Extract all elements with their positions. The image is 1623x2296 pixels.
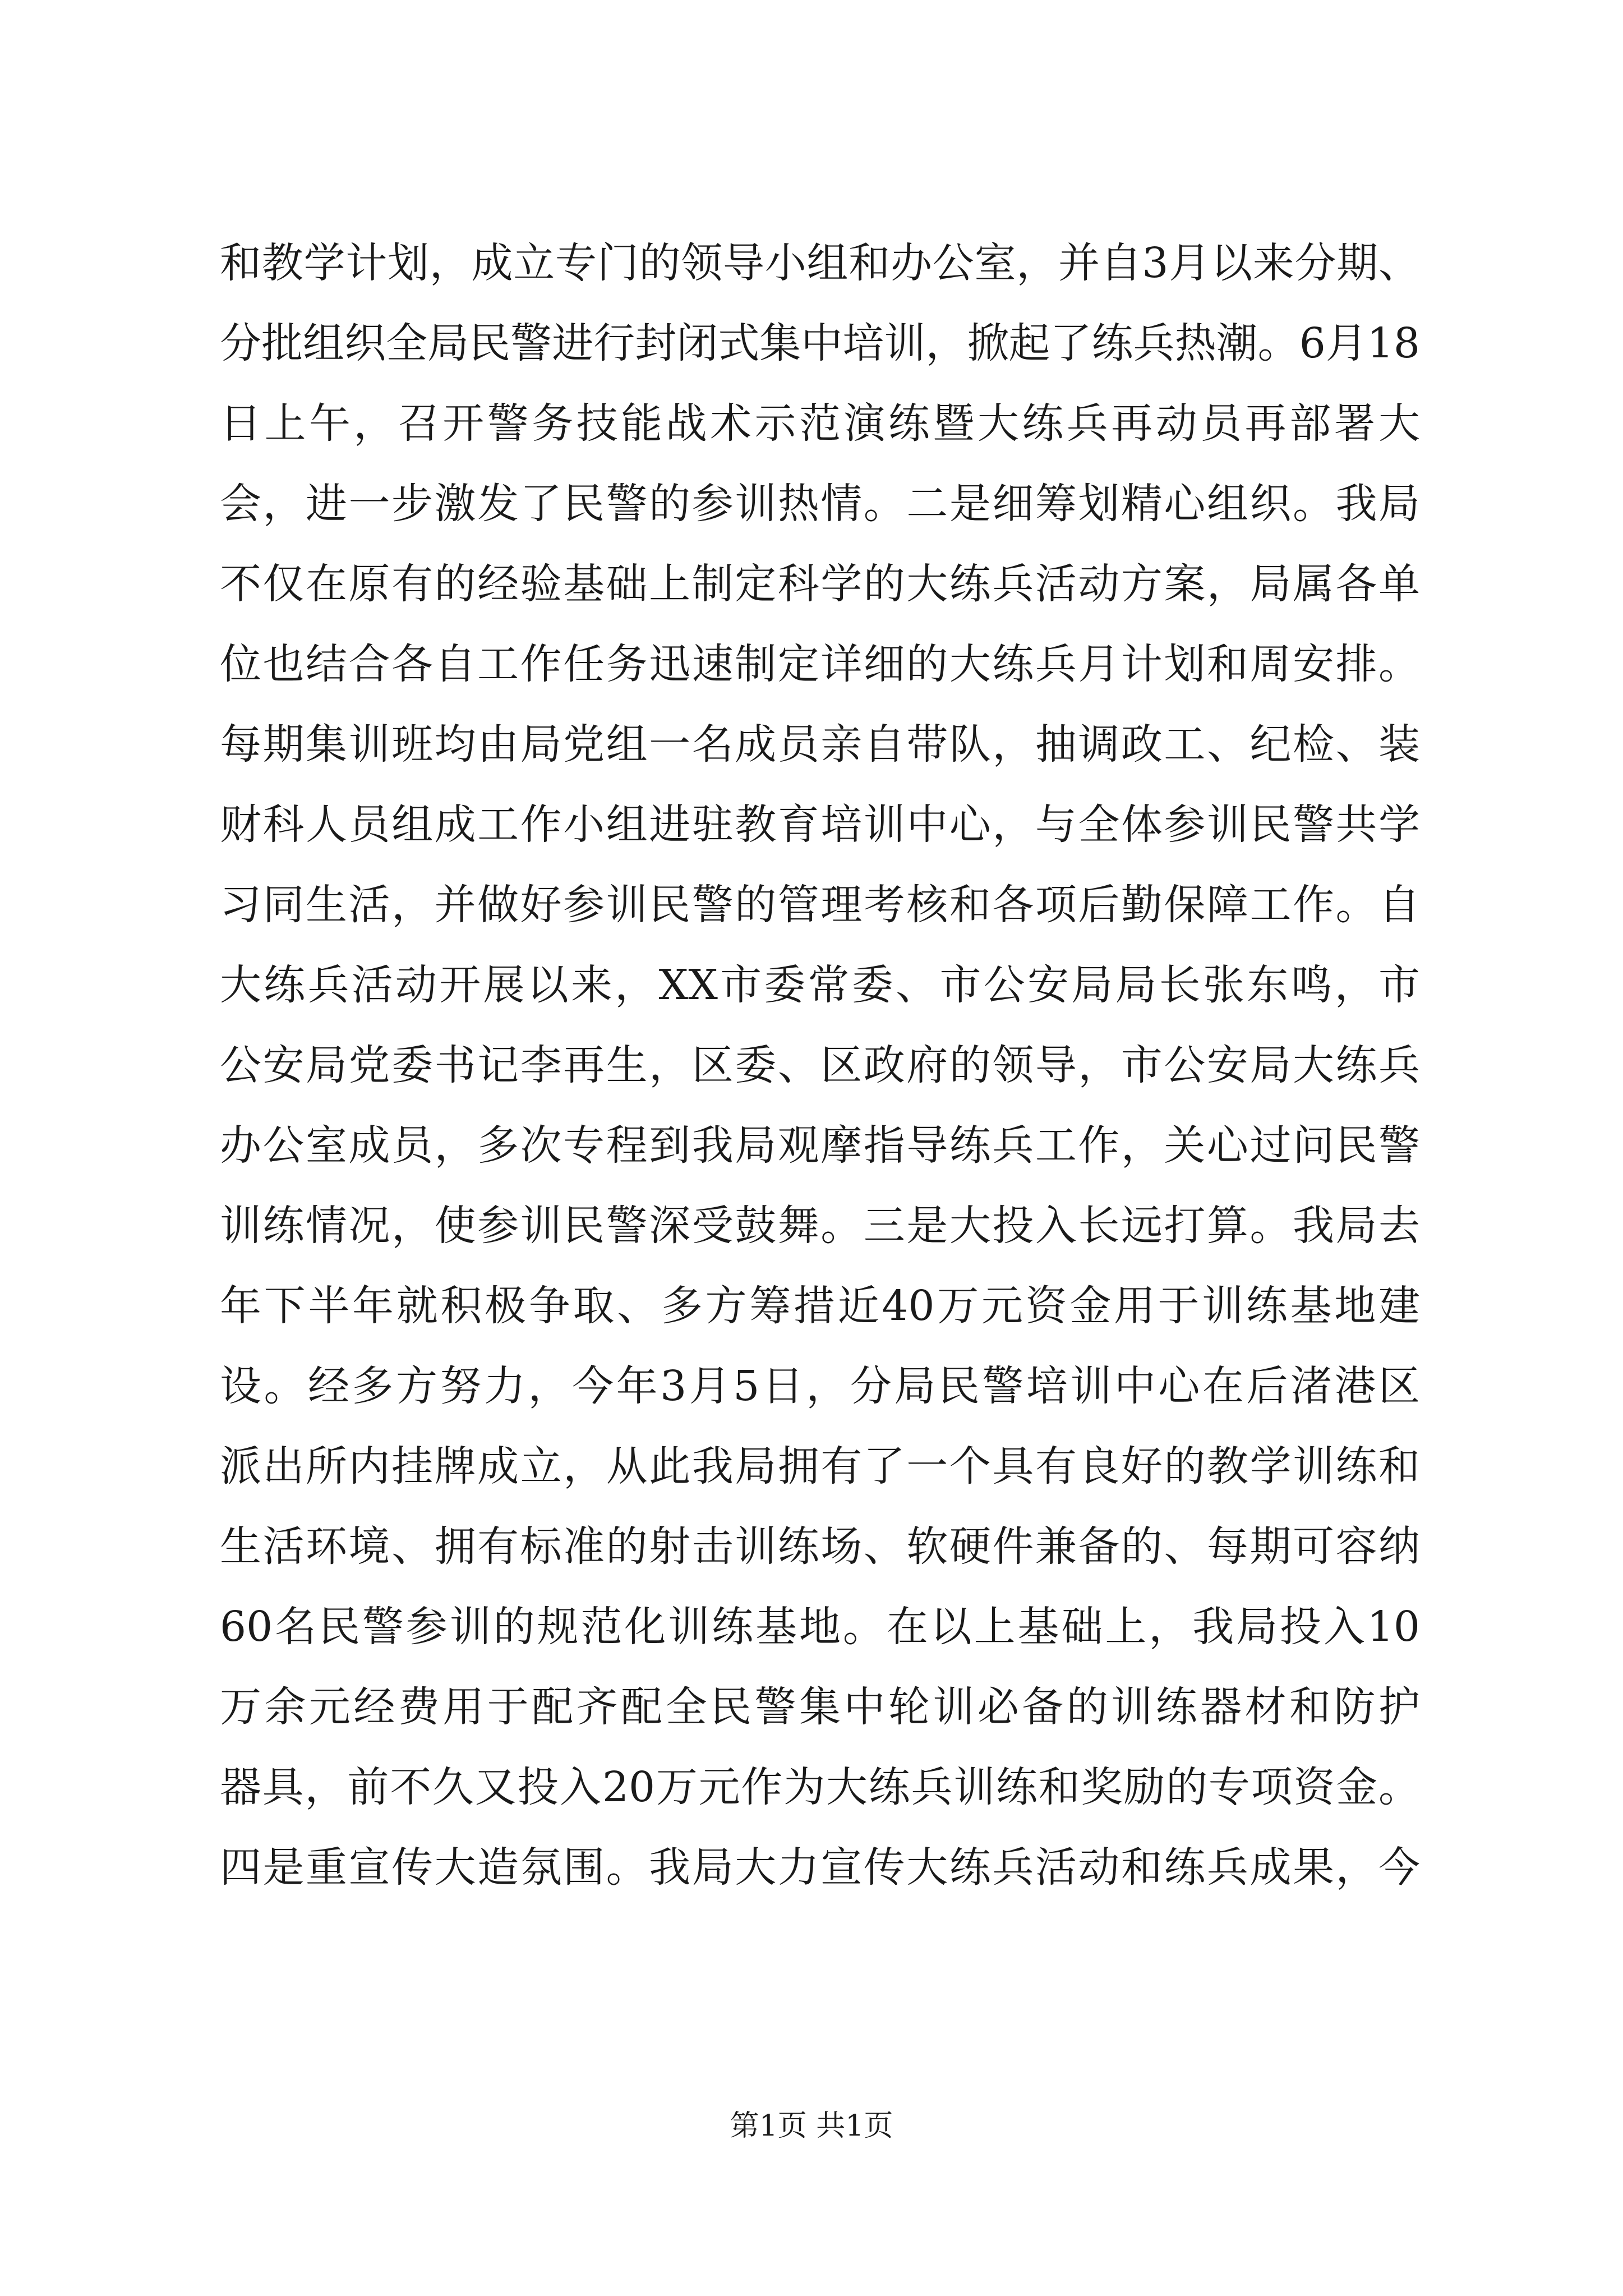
page-number-label: 第1页 共1页 [730,2109,893,2143]
text-line: 位也结合各自工作任务迅速制定详细的大练兵月计划和周安排。 [220,640,1420,688]
text-line: 大练兵活动开展以来，XX市委常委、市公安局局长张东鸣，市 [220,961,1420,1009]
text-line: 会，进一步激发了民警的参训热情。二是细筹划精心组织。我局 [220,480,1420,528]
text-line: 日上午，召开警务技能战术示范演练暨大练兵再动员再部署大 [220,399,1420,448]
text-line: 财科人员组成工作小组进驻教育培训中心，与全体参训民警共学 [220,800,1420,849]
text-line: 器具，前不久又投入20万元作为大练兵训练和奖励的专项资金。 [220,1763,1420,1811]
text-line: 万余元经费用于配齐配全民警集中轮训必备的训练器材和防护 [220,1683,1420,1731]
text-line: 和教学计划，成立专门的领导小组和办公室，并自3月以来分期、 [220,239,1420,287]
text-line: 习同生活，并做好参训民警的管理考核和各项后勤保障工作。自 [220,881,1420,929]
text-line: 分批组织全局民警进行封闭式集中培训，掀起了练兵热潮。6月18 [220,319,1420,367]
body-text [220,223,1420,1908]
text-line: 办公室成员，多次专程到我局观摩指导练兵工作，关心过问民警 [220,1121,1420,1170]
text-line: 不仅在原有的经验基础上制定科学的大练兵活动方案，局属各单 [220,560,1420,608]
text-line: 每期集训班均由局党组一名成员亲自带队，抽调政工、纪检、装 [220,720,1420,769]
page-footer [0,2104,1623,2148]
text-line: 设。经多方努力，今年3月5日，分局民警培训中心在后渚港区 [220,1362,1420,1410]
text-line: 生活环境、拥有标准的射击训练场、软硬件兼备的、每期可容纳 [220,1522,1420,1571]
text-line: 四是重宣传大造氛围。我局大力宣传大练兵活动和练兵成果，今 [220,1843,1420,1892]
text-line: 年下半年就积极争取、多方筹措近40万元资金用于训练基地建 [220,1282,1420,1330]
text-line: 公安局党委书记李再生，区委、区政府的领导，市公安局大练兵 [220,1041,1420,1089]
text-line: 训练情况，使参训民警深受鼓舞。三是大投入长远打算。我局去 [220,1202,1420,1250]
text-line: 60名民警参训的规范化训练基地。在以上基础上，我局投入10 [220,1603,1420,1651]
text-line: 派出所内挂牌成立，从此我局拥有了一个具有良好的教学训练和 [220,1442,1420,1490]
